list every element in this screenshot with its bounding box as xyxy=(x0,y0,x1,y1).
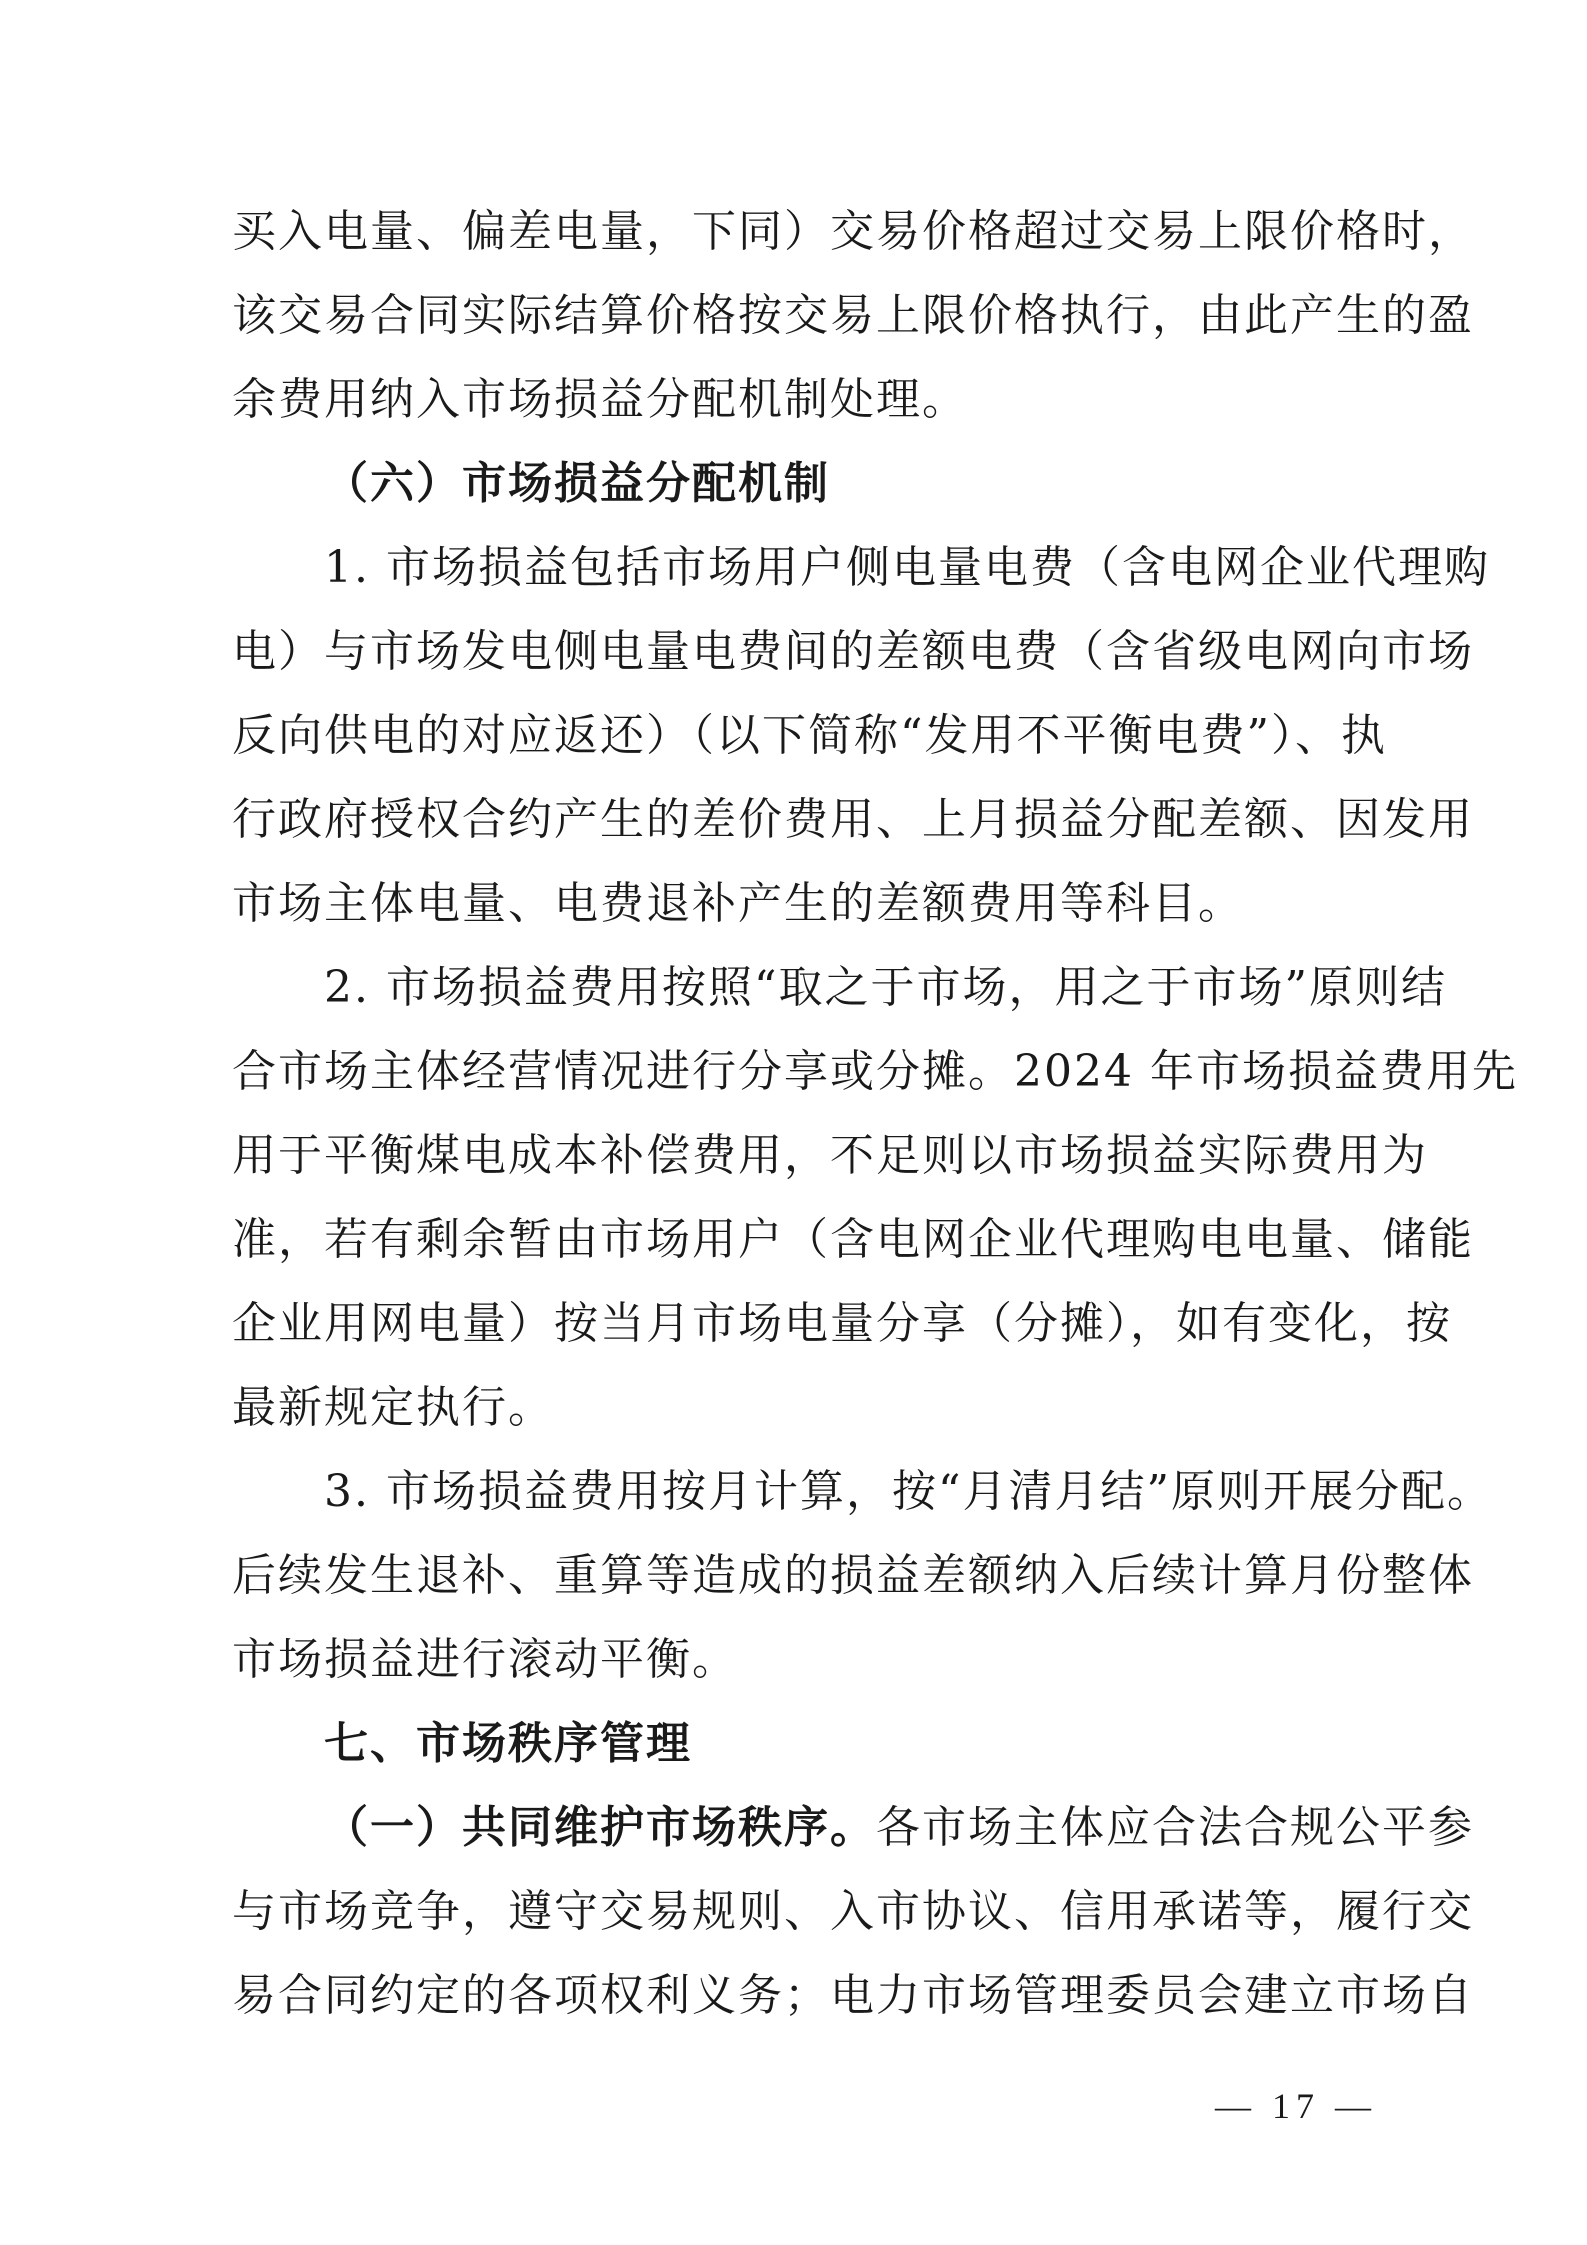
paragraph-line: 企业用网电量）按当月市场电量分享（分摊），如有变化，按 xyxy=(232,1298,1452,1349)
body-text xyxy=(232,190,1518,2038)
page-number: — 17 — xyxy=(1215,2086,1377,2126)
paragraph-line: 反向供电的对应返还）（以下简称“发用不平衡电费”）、执 xyxy=(232,710,1387,761)
paragraph-line xyxy=(232,1786,1474,1870)
paragraph-line: 电）与市场发电侧电量电费间的差额电费（含省级电网向市场 xyxy=(232,626,1474,677)
paragraph-line: 易合同约定的各项权利义务；电力市场管理委员会建立市场自 xyxy=(232,1970,1474,2021)
paragraph-line: 最新规定执行。 xyxy=(232,1382,554,1433)
paragraph-line: 市场主体电量、电费退补产生的差额费用等科目。 xyxy=(232,878,1244,929)
paragraph-line: 准，若有剩余暂由市场用户（含电网企业代理购电电量、储能 xyxy=(232,1214,1474,1265)
paragraph-line: 合市场主体经营情况进行分享或分摊。2024 年市场损益费用先 xyxy=(232,1046,1518,1097)
paragraph-line: 买入电量、偏差电量，下同）交易价格超过交易上限价格时， xyxy=(232,206,1474,257)
paragraph-line: 该交易合同实际结算价格按交易上限价格执行，由此产生的盈 xyxy=(232,290,1474,341)
paragraph-line: 后续发生退补、重算等造成的损益差额纳入后续计算月份整体 xyxy=(232,1550,1474,1601)
section-heading: 七、市场秩序管理 xyxy=(324,1718,692,1769)
subsection-heading: （六）市场损益分配机制 xyxy=(324,458,830,509)
paragraph-line: 1. 市场损益包括市场用户侧电量电费（含电网企业代理购 xyxy=(324,542,1490,593)
paragraph-line: 与市场竞争，遵守交易规则、入市协议、信用承诺等，履行交 xyxy=(232,1886,1474,1937)
inline-bold-title: （一）共同维护市场秩序。 xyxy=(324,1802,876,1853)
paragraph-line: 市场损益进行滚动平衡。 xyxy=(232,1634,738,1685)
paragraph-line: 3. 市场损益费用按月计算，按“月清月结”原则开展分配。 xyxy=(324,1466,1493,1517)
inline-text: 各市场主体应合法合规公平参 xyxy=(876,1802,1474,1853)
paragraph-line: 用于平衡煤电成本补偿费用，不足则以市场损益实际费用为 xyxy=(232,1130,1428,1181)
paragraph-line: 余费用纳入市场损益分配机制处理。 xyxy=(232,374,968,425)
paragraph-line: 行政府授权合约产生的差价费用、上月损益分配差额、因发用 xyxy=(232,794,1474,845)
paragraph-line: 2. 市场损益费用按照“取之于市场，用之于市场”原则结 xyxy=(324,962,1447,1013)
